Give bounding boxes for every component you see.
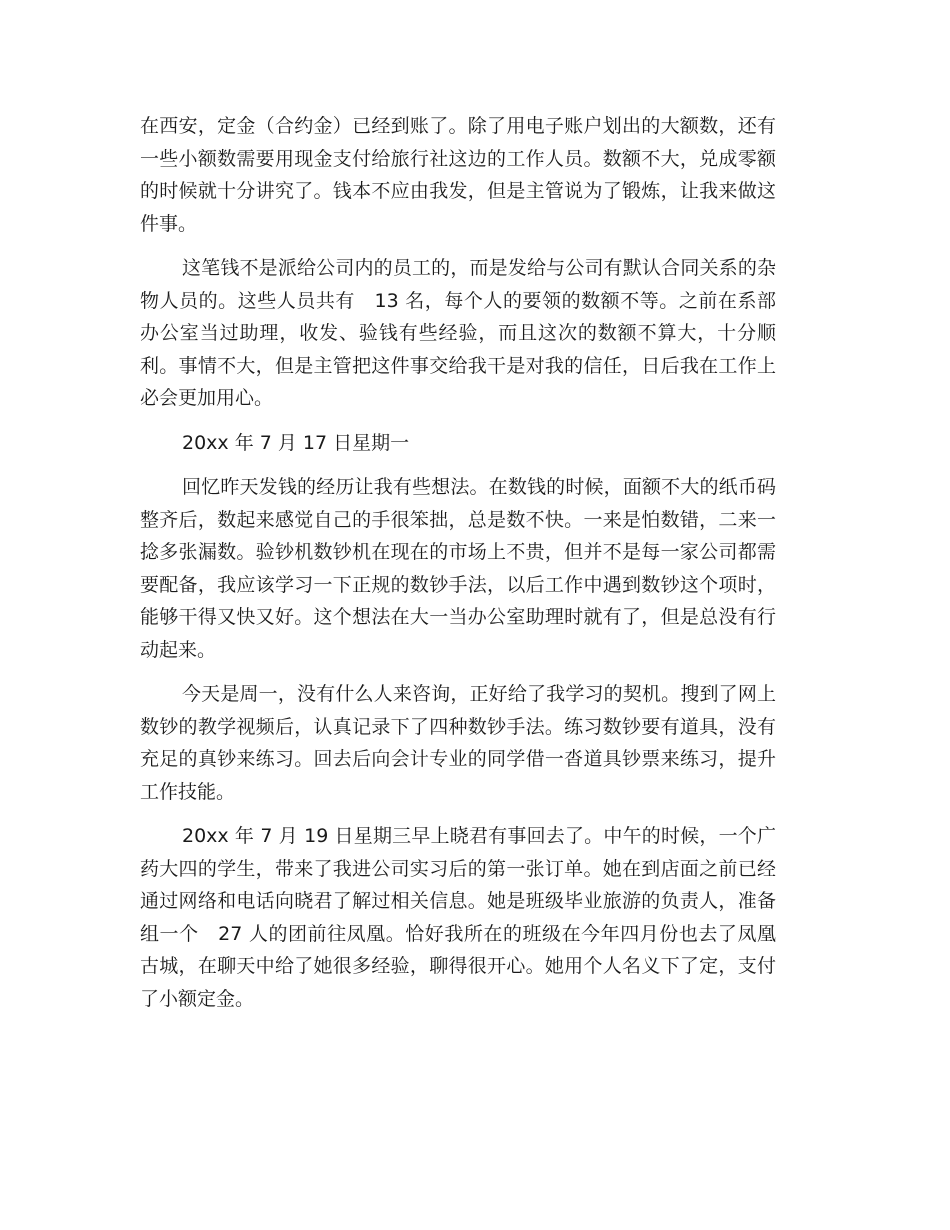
document-body bbox=[140, 110, 776, 1027]
paragraph-payment-staff: 这笔钱不是派给公司内的员工的，而是发给与公司有默认合同关系的杂物人员的。这些人员共有 13 名，每个人的要领的数额不等。之前在系部办公室当过助理，收发、验钱有些经验，而且这次的数额不算大，十分顺利。事情不大，但是主管把这件事交给我干是对我的信任，日后我在工作上必会更加用心。 bbox=[140, 257, 776, 409]
paragraph-deposit: 在西安，定金（合约金）已经到账了。除了用电子账户划出的大额数，还有一些小额数需要用现金支付给旅行社这边的工作人员。数额不大，兑成零额的时候就十分讲究了。钱本不应由我发，但是主管说为了锻炼，让我来做这件事。 bbox=[140, 115, 776, 235]
paragraph-learning: 今天是周一，没有什么人来咨询，正好给了我学习的契机。搜到了网上数钞的教学视频后，认真记录下了四种数钞手法。练习数钞要有道具，没有充足的真钞来练习。回去后向会计专业的同学借一沓道具钞票来练习，提升工作技能。 bbox=[140, 683, 776, 803]
paragraph-first-order: 20xx 年 7 月 19 日星期三早上晓君有事回去了。中午的时候，一个广药大四的学生，带来了我进公司实习后的第一张订单。她在到店面之前已经通过网络和电话向晓君了解过相关信息。她是班级毕业旅游的负责人，准备组一个 27 人的团前往凤凰。恰好我所在的班级在今年四月份也去了凤凰古城，在聊天中给了她很多经验，聊得很开心。她用个人名义下了定，支付了小额定金。 bbox=[140, 825, 776, 1010]
paragraph-counting-reflection: 回忆昨天发钱的经历让我有些想法。在数钱的时候，面额不大的纸币码整齐后，数起来感觉自己的手很笨拙，总是数不快。一来是怕数错，二来一捻多张漏数。验钞机数钞机在现在的市场上不贵，但并不是每一家公司都需要配备，我应该学习一下正规的数钞手法，以后工作中遇到数钞这个项时，能够干得又快又好。这个想法在大一当办公室助理时就有了，但是总没有行动起来。 bbox=[140, 476, 776, 661]
date-heading-monday: 20xx 年 7 月 17 日星期一 bbox=[182, 431, 410, 454]
